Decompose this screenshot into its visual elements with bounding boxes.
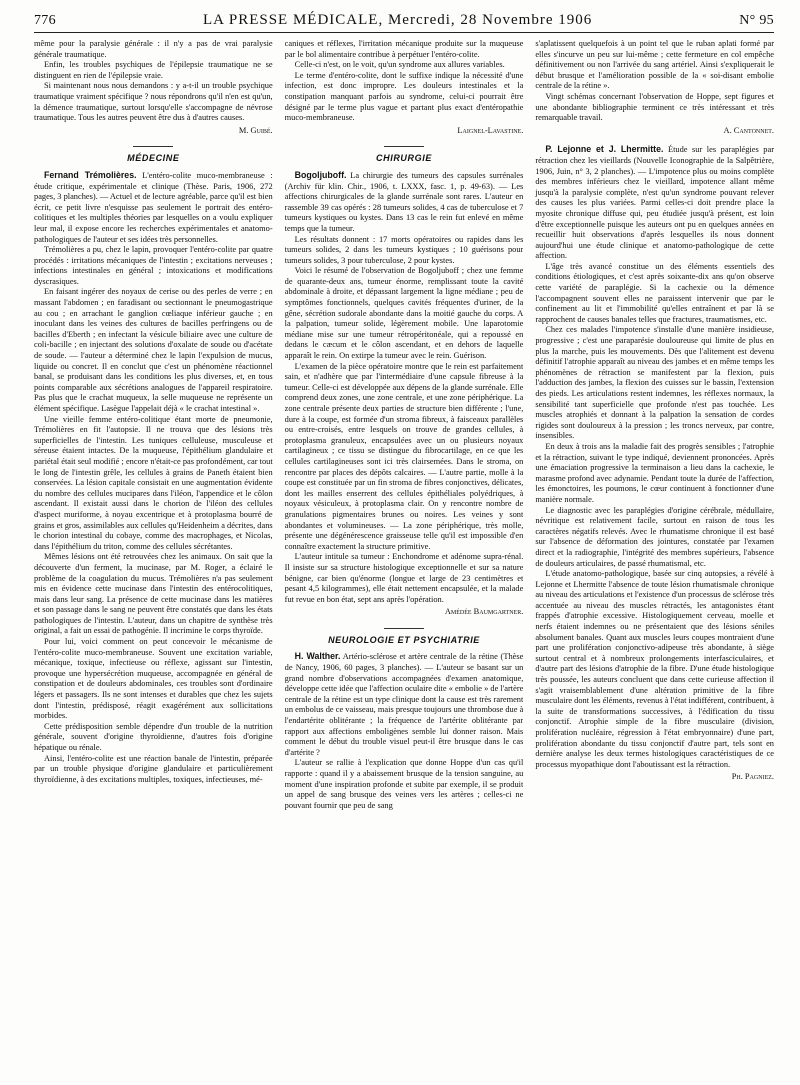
paragraph: En deux à trois ans la maladie fait des progrès sensibles ; l'atrophie et la rétraction, suivant le type indiqué, deviennent prononcées. Après une émaciation progressive la terminaison a lieu dans la cachexie, le marasme profond avec adynamie. Pendant toute la durée de l'affection, les émonctoires, les poumons, le cœur continuent à fonctionner d'une manière normale. [535,441,774,504]
paragraph: Une vieille femme entéro-colitique étant morte de pneumonie, Trémolières en fit l'autopsie. Il ne trouva que des lésions très superficielles de l'intestin. Les tuniques celluleuse, musculeuse et séreuse étaient intactes. De la muqueuse, l'épithélium glandulaire et pariétal était seul modifié ; encore n'était-ce pas profondément, car tout le long de l'intestin grêle, les cellules à grains de Paneth étaient bien conservées. La lésion capitale consistait en une augmentation évidente du nombre des cellules mucipares dans l'iléon, l'appendice et le côlon ascendant. Il existait aussi dans le chorion de l'iléon des cellules d'aspect muriforme, à noyau excentrique et à protoplasma bourré de grains et gros, assimilables aux cellules qu'Heidenheim a décrites, dans le chorion intestinal du cobaye, comme des macrophages, et Nicolas, dans l'épithélium du triton, comme des cellules sécrétantes. [34,414,273,551]
review-text: La chirurgie des tumeurs des capsules surrénales (Archiv für klin. Chir., 1906, t. LXXX, fasc. 1, p. 49-63). — Les affections chirurgicales de la glande surrénale sont rares. L'auteur en rassemble 39 cas opérés : 28 tumeurs solides, 4 cas de tuberculose et 7 tumeurs kystiques ou kystes. Dans 13 cas le rein fut enlevé en même temps que la tumeur. [284,170,524,233]
review-author: P. Lejonne et J. Lhermitte. [545,144,664,155]
column-2 [285,39,524,1085]
paragraph: L'étude anatomo-pathologique, basée sur cinq autopsies, a révélé à Lejonne et Lhermitte l'absence de toute lésion rhumatismale chronique au niveau des articulations et l'existence d'un processus de sclérose très accentuée au niveau des muscles rétractés, les antagonistes étant frappés d'atrophie excessive. Histologiquement cerveau, moelle et nerfs étaient indemnes ou ne présentaient que des lésions séniles absolument banales. Quant aux muscles leurs coupes montraient d'une part une prolifération conjonctivo-adipeuse très abondante, à siège surtout central et à nombreux prolongements interfasciculaires, et d'autre part des lésions d'atrophie de la fibre. D'une étude histologique très poussée, les auteurs concluent que dans cette curieuse affection il s'agit vraisemblablement d'une altération primitive de la fibre musculaire dont les éléments, revenus à l'état indifférent, contribuent, à la suite de transformations successives, à l'édification du tissu conjonctif. Atrophie simple de la fibre musculaire (division, prolifération nucléaire, régression à l'état embryonnaire) d'une part, prolifération abondante du tissu conjonctif d'autre part, tels sont en dernière analyse les deux termes histologiques caractéristiques de ce processus myopathique dont l'aboutissant est la rétraction. [535,569,774,769]
review-text: Artério-sclérose et artère centrale de la rétine (Thèse de Nancy, 1906, 60 pages, 3 planches). — L'auteur se basant sur un grand nombre d'observations accompagnées d'examen anatomique, développe cette idée que l'affection oculaire dite « embolie » de l'artère centrale de la rétine est un type clinique dont la cause est très rarement un embolus de ce vaisseau, mais presque toujours une thrombose due à l'endartérite oblitérante ; la fréquence de l'artérite oblitérante par rapport aux affections emboligènes semble lui donner raison. Mais comment le début du trouble visuel peut-il être brusque dans le cas d'artérite ? [284,652,524,757]
author-signature: Amédée Baumgartner. [444,607,524,617]
review-author: Bogoljuboff. [294,169,347,180]
section-heading-neurologie: NEUROLOGIE ET PSYCHIATRIE [285,628,524,646]
running-head [34,12,774,33]
paragraph: Les résultats donnent : 17 morts opératoires ou rapides dans les tumeurs solides, 2 dans les tumeurs kystiques ; 10 guérisons pour tumeurs solides, 3 pour tuberculose, 2 pour kystes. [284,234,524,265]
section-heading-medecine: MÉDECINE [34,146,273,164]
paragraph: Enfin, les troubles psychiques de l'épilepsie traumatique ne se distinguent en rien de l'épilepsie vraie. [34,60,273,80]
paragraph: Cette prédisposition semble dépendre d'un trouble de la nutrition générale, souvent d'origine thyroïdienne, d'autres fois d'origine hépatique ou rénale. [34,721,273,752]
review-entry [34,170,273,245]
author-signature: M. Guibé. [238,125,273,135]
review-entry [285,170,524,235]
review-author: Fernand Trémolières. [44,169,137,180]
paragraph: Trémolières a pu, chez le lapin, provoquer l'entéro-colite par quatre procédés : irritations mécaniques de l'intestin ; excitations nerveuses ; infections intestinales en général ; intoxications et modifications dyscrasiques. [34,245,273,286]
issue-number: N° 95 [739,13,774,28]
paragraph: caniques et réflexes, l'irritation mécanique produite sur la muqueuse par le bol alimentaire contribue à perpétuer l'entéro-colite. [284,39,524,59]
author-signature: Ph. Pagniez. [731,772,774,782]
author-signature: A. Cantonnet. [723,125,774,135]
paragraph: Pour lui, voici comment on peut concevoir le mécanisme de l'entéro-colite muco-membraneuse. Souvent une excitation variable, mécanique, toxique, infectieuse ou réflexe, agissant sur l'intestin, provoque une hypersécrétion muqueuse, accompagnée en général de constipation et de douleurs abdominales, ces troubles sont d'ordinaire légers et passagers. Ils ne sont intenses et durables que chez les sujets dont l'intestin, prédisposé, réagit exagérément aux sollicitations morbides. [34,637,273,721]
column-1 [34,39,273,1085]
paragraph: même pour la paralysie générale : il n'y a pas de vrai paralysie générale traumatique. [34,39,273,59]
paragraph: Vingt schémas concernant l'observation de Hoppe, sept figures et une abondante bibliographie terminent ce très intéressant et très remarquable travail. [535,91,774,123]
paragraph: L'auteur intitule sa tumeur : Enchondrome et adénome supra-rénal. Il insiste sur sa structure histologique exceptionnelle et sur sa nature bénigne, car bien qu'énorme (longue et large de 23 centimètres et pesant 4,5 kilogrammes), elle était nettement encapsulée, et la malade fut revue en bon état, sept ans après l'opération. [284,552,524,604]
paragraph: Voici le résumé de l'observation de Bogoljuboff ; chez une femme de quarante-deux ans, tumeur énorme, remplissant toute la cavité abdominale à droite, et dépassant largement la ligne médiane ; peu de symptômes fonctionnels, quelques cavités fréquentes d'uriner, de la gêne, sécrétion sudorale abondante dans la moitié gauche du corps. A la palpation, tumeur solide, légèrement mobile. Une laparotomie médiane mise sur une tumeur rétropéritonéale, qui a repoussé en dedans le cæcum et le côlon ascendant, et en dehors de laquelle apparaît le rein. On extirpe la tumeur avec le rein. Guérison. [284,266,524,361]
review-text: L'entéro-colite muco-membraneuse : étude critique, expérimentale et clinique (Thèse. Paris, 1906, 272 pages, 3 planches). — Actuel et de lecture agréable, parce qu'il est bien écrit, ce petit livre n'esquisse pas seulement le portrait des entéro-colitiques et les multiples théories par lesquelles on a voulu expliquer leur mal, il expose encore les recherches expérimentales et anatomo-pathologiques de l'auteur et ses idées très personnelles. [34,170,273,244]
paragraph: Le terme d'entéro-colite, dont le suffixe indique la nécessité d'une infection, est donc impropre. Les douleurs intestinales et la constipation manquant parfois au syndrome, celui-ci pourrait être désigné par le terme plus vague et partant plus exact d'entéropathie muco-membraneuse. [284,70,524,123]
journal-title: LA PRESSE MÉDICALE, Mercredi, 28 Novembre 1906 [202,12,593,28]
paragraph: L'examen de la pièce opératoire montre que le rein est parfaitement sain, et n'adhère que par l'intermédiaire d'une capsule fibreuse à la tumeur. Celle-ci est développée aux dépens de la glande surrénale. Elle comprend deux zones, une zone centrale, et une zone périphérique. La zone centrale présente deux parties de structure bien différente ; l'une, dure à la coupe, est formée d'un stroma fibreux, à faisceaux parallèles ou entre-croisés, entre lesquels on trouve de grandes cellules, à protoplasma granuleux, encapsulées avec un ou plusieurs noyaux cartilagineux ; ce tissu se distingue du fibrocartilage, en ce que les cellules cartilagineuses sont ici très clairsemées. Dans le stroma, on rencontre par places des dépôts calcaires. — L'autre partie, molle à la coupe est constituée par un fin stroma de fibres conjonctives, délicates, dont les mailles enserrent des cellules épithéliales polyédriques, à noyaux vésiculeux, à protoplasma clair. On y rencontre nombre de granulations pigmentaires brunes ou noires. Les veines y sont abondantes et volumineuses. — La zone périphérique, très molle, présente une dégénérescence graisseuse telle qu'il est impossible d'en connaître exactement la structure primitive. [284,361,524,551]
paragraph: s'aplatissent quelquefois à un point tel que le ruban aplati formé par elles s'incurve un peu sur lui-même ; cette fermeture en col empêche définitivement ou non l'arrivée du sang artériel. Ainsi s'expliquerait le début brusque et l'amélioration possible de la « soi-disant embolie centrale de la rétine ». [535,39,774,91]
paragraph: L'âge très avancé constitue un des éléments essentiels des conditions étiologiques, et c'est après soixante-dix ans qu'on observe cette variété de paraplégie. Si la cachexie ou la démence l'accompagnent souvent elles ne paraissent intervenir que par le confinement au lit et l'immobilité qu'elles entraînent et par là se rapprochent de causes banales telles que fractures, traumatismes, etc. [535,261,774,324]
paragraph: Si maintenant nous nous demandons : y a-t-il un trouble psychique traumatique vraiment spécifique ? nous répondrons qu'il n'en est qu'un, la démence traumatique, surtout lorsqu'elle s'accompagne de névrose traumatique. Tous les autres peuvent être dus à d'autres causes. [34,81,273,123]
paragraph: En faisant ingérer des noyaux de cerise ou des perles de verre ; en massant l'abdomen ; en faradisant ou sectionnant le pneumogastrique au cou ; en arrachant le ganglion cœliaque inférieur gauche ; en inoculant dans les veines des cultures de bacilles perfringens ou de bacilles d'Eberth ; en infectant la vésicule biliaire avec une culture de coli-bacille ; en injectant des solutions d'oxalate de soude ou d'acétate de soude. — l'auteur a déterminé chez le lapin l'expulsion de mucus, liquide ou concret. Il en conclut que c'est un phénomène réactionnel banal, se produisant dans les conditions les plus diverses, et, en tous points comparable aux sécrétions analogues de l'appareil respiratoire. Pas plus que le crachat muqueux, la selle muqueuse ne représente un élément spécifique. Lasègue l'appelait déjà « le crachat intestinal ». [34,287,273,413]
author-signature: Laignel-Lavastine. [457,125,524,135]
paragraph: L'auteur se rallie à l'explication que donne Hoppe d'un cas qu'il rapporte : quand il y a abaissement brusque de la tension sanguine, au moment d'une inspiration profonde et subite par exemple, il se produit un appel de sang brusque des veines vers les artères ; celles-ci ne pouvant fournir que peu de sang [284,758,524,810]
paragraph: Le diagnostic avec les paraplégies d'origine cérébrale, médullaire, névritique est relativement facile, surtout en raison de tous les caractères négatifs relevés. Avec le rhumatisme chronique il est basé sur l'absence de déformation des jointures, constatée par l'examen direct et la radiographie, l'intégrité des membres supérieurs, l'absence de douleurs articulaires, de passé rhumatismal, etc. [535,505,774,568]
review-entry [285,651,524,758]
review-entry [535,144,774,262]
review-text: Étude sur les paraplégies par rétraction chez les vieillards (Nouvelle Iconographie de la Salpêtrière, 1906, Juin, n° 3, 2 planches). — L'impotence plus ou moins complète des membres inférieurs chez le vieillard, impotence allant même jusqu'à la paralysie complète, n'est qu'un syndrome pouvant relever des causes les plus variées. Parmi celles-ci doit prendre place la myosite chronique diffuse qui, peu étudiée jusqu'à présent, est loin d'être exceptionnelle puisque les auteurs ont pu en quelques années en recueillir huit observations d'après lesquelles ils nous donnent aujourd'hui une étude clinique et anatomo-pathologique de cette affection. [535,145,774,261]
review-author: H. Walther. [294,651,341,662]
paragraph: Celle-ci n'est, on le voit, qu'un syndrome aux allures variables. [294,60,505,70]
paragraph: Ainsi, l'entéro-colite est une réaction banale de l'intestin, préparée par un trouble physique d'origine glandulaire et particulièrement thyroïdienne, à des excitations multiples, toxiques, infectieuses, mé- [34,753,273,784]
page-number: 776 [34,13,56,28]
paragraph: Chez ces malades l'impotence s'installe d'une manière insidieuse, progressive ; c'est une paraparésie douloureuse qui limite de plus en plus la marche, puis les mouvements. Dès que l'alitement est devenu définitif l'atrophie apparaît au niveau des jambes et en même temps les phénomènes de rétraction se manifestent par la flexion, puis l'adduction des jambes, la flexion des cuisses sur le bassin, l'extension des pieds. Les articulations restent indemnes, les réflexes normaux, la sensibilité tant superficielle que profonde n'est pas touchée. Les muscles atrophiés et donnant à la palpation la sensation de cordes rigides sont douloureux à la pression ; les troncs nerveux, par contre, insensibles. [535,325,774,441]
paragraph: Mêmes lésions ont été retrouvées chez les animaux. On sait que la découverte d'un ferment, la mucinase, par M. Roger, a éclairé le problème de la coagulation du mucus. Trémolières n'a pas seulement mis en évidence cette mucinase dans l'intestin des entérocolitiques, mais dans leur sang. La présence de cette mucinase dans les matières et son passage dans le sang ne peuvent être constatés que dans les états pathologiques de l'intestin. L'auteur, dans un chapitre de synthèse très original, a fait un essai de pathogénie. Il incrimine le corps thyroïde. [34,552,273,636]
column-3 [535,39,774,1085]
section-heading-chirurgie: CHIRURGIE [285,146,524,164]
text-columns [34,39,774,1085]
